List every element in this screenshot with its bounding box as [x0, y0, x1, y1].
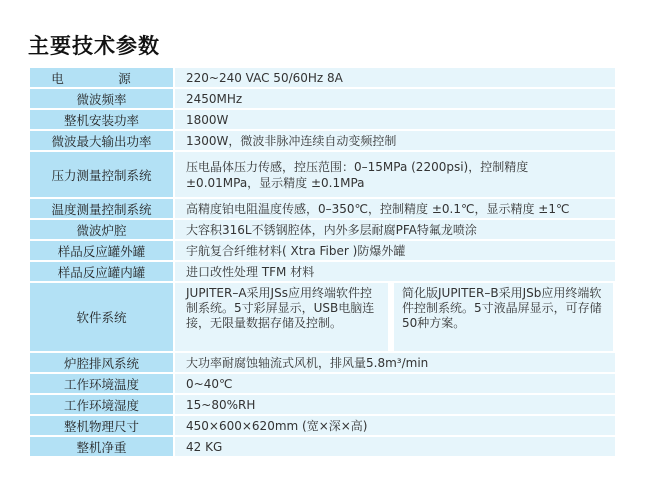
spec-row-outer-vessel: [30, 241, 615, 260]
spec-label: 微波炉腔: [30, 220, 173, 239]
spec-label: 温度测量控制系统: [30, 199, 173, 218]
spec-value: 进口改性处理 TFM 材料: [175, 262, 615, 281]
spec-row-frequency: [30, 89, 615, 108]
spec-row-installed-power: [30, 110, 615, 129]
spec-row-exhaust: [30, 353, 615, 372]
spec-label: 微波频率: [30, 89, 173, 108]
spec-value-line: ±0.01MPa，显示精度 ±0.1MPa: [186, 175, 365, 190]
spec-value: 42 KG: [175, 437, 615, 456]
spec-label: 工作环境温度: [30, 374, 173, 393]
spec-row-power: [30, 68, 615, 87]
spec-label: 软件系统: [30, 283, 173, 351]
spec-value: 1800W: [175, 110, 615, 129]
spec-row-inner-vessel: [30, 262, 615, 281]
page-title: 主要技术参数: [28, 34, 160, 58]
spec-label: 样品反应罐外罐: [30, 241, 173, 260]
software-options: [175, 283, 615, 351]
spec-value: 大功率耐腐蚀轴流式风机，排风量5.8m³/min: [175, 353, 615, 372]
spec-label: 整机物理尺寸: [30, 416, 173, 435]
spec-row-software: [30, 283, 615, 351]
spec-label: 炉腔排风系统: [30, 353, 173, 372]
spec-label: 微波最大输出功率: [30, 131, 173, 150]
software-option-b: 简化版JUPITER–B采用JSb应用终端软件控制系统。5寸液晶屏显示，可存储50种方案。: [394, 283, 613, 351]
spec-value: [175, 152, 615, 197]
spec-row-ambient-temp: [30, 374, 615, 393]
spec-value: 大容积316L不锈钢腔体，内外多层耐腐PFA特氟龙喷涂: [175, 220, 615, 239]
spec-value-line: 压电晶体压力传感，控压范围：0–15MPa (2200psi)，控制精度: [186, 159, 529, 174]
spec-value: 宇航复合纤维材料( Xtra Fiber )防爆外罐: [175, 241, 615, 260]
spec-row-pressure: [30, 152, 615, 197]
software-option-a: JUPITER–A采用JSs应用终端软件控制系统。5寸彩屏显示，USB电脑连接，无限量数据存储及控制。: [175, 283, 388, 351]
spec-value: 2450MHz: [175, 89, 615, 108]
spec-label: 工作环境湿度: [30, 395, 173, 414]
spec-row-max-output: [30, 131, 615, 150]
spec-value: 1300W，微波非脉冲连续自动变频控制: [175, 131, 615, 150]
spec-value: 450×600×620mm (宽×深×高): [175, 416, 615, 435]
spec-row-dimensions: [30, 416, 615, 435]
spec-value: 220~240 VAC 50/60Hz 8A: [175, 68, 615, 87]
spec-row-ambient-humidity: [30, 395, 615, 414]
spec-row-weight: [30, 437, 615, 456]
spec-label: 电 源: [30, 68, 173, 87]
spec-label: 样品反应罐内罐: [30, 262, 173, 281]
spec-label: 整机安装功率: [30, 110, 173, 129]
spec-label: 整机净重: [30, 437, 173, 456]
spec-table: [30, 68, 615, 458]
spec-row-cavity: [30, 220, 615, 239]
spec-value: 高精度铂电阻温度传感，0–350℃，控制精度 ±0.1℃，显示精度 ±1℃: [175, 199, 615, 218]
spec-label: 压力测量控制系统: [30, 152, 173, 197]
spec-row-temperature: [30, 199, 615, 218]
spec-value: 15~80%RH: [175, 395, 615, 414]
spec-value: 0~40℃: [175, 374, 615, 393]
